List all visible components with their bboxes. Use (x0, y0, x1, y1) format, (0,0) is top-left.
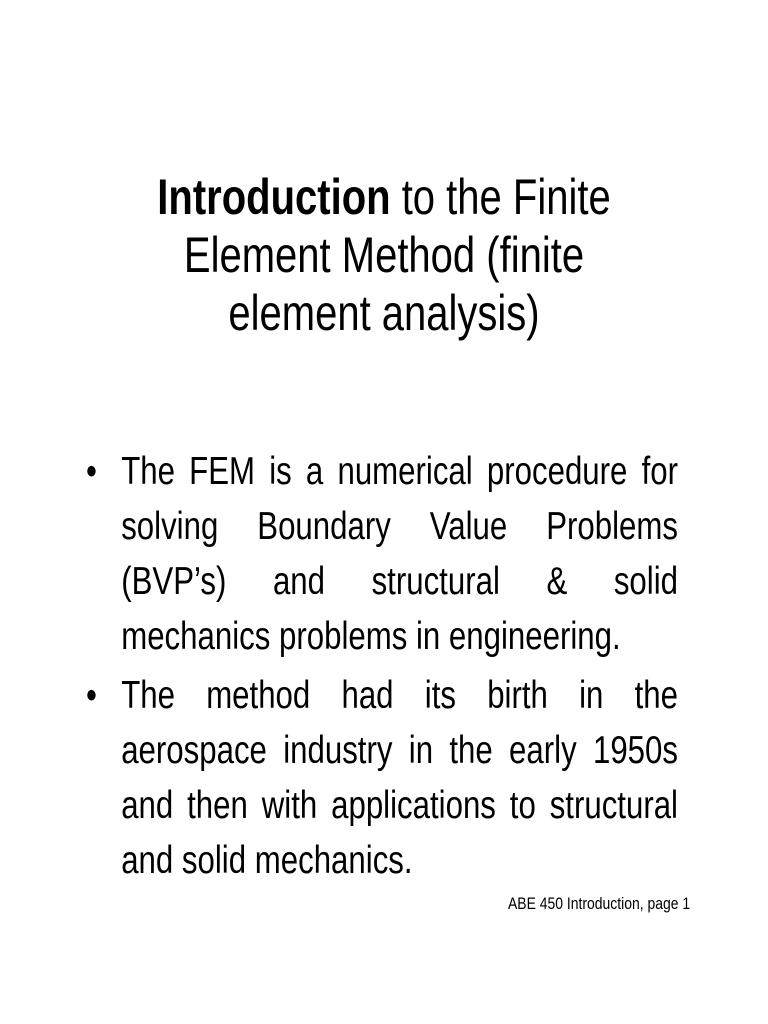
page-footer: ABE 450 Introduction, page 1 (507, 894, 690, 913)
bullet-item (86, 668, 678, 888)
bullet-marker: • (86, 450, 97, 493)
bullet-list (86, 444, 678, 892)
bullet-item (86, 444, 678, 664)
bullet-text: The method had its birth in the aerospace industry in the early 1950s and then with applications to structural and solid mechanics. (121, 674, 678, 882)
slide-title (125, 168, 643, 342)
slide-title-bold: Introduction (157, 169, 391, 225)
slide-title-rest: to the Finite Element Method (finite element analysis) (183, 169, 611, 341)
bullet-marker: • (86, 674, 97, 717)
bullet-text: The FEM is a numerical procedure for solving Boundary Value Problems (BVP’s) and structural & solid mechanics problems in engineering. (121, 450, 678, 658)
